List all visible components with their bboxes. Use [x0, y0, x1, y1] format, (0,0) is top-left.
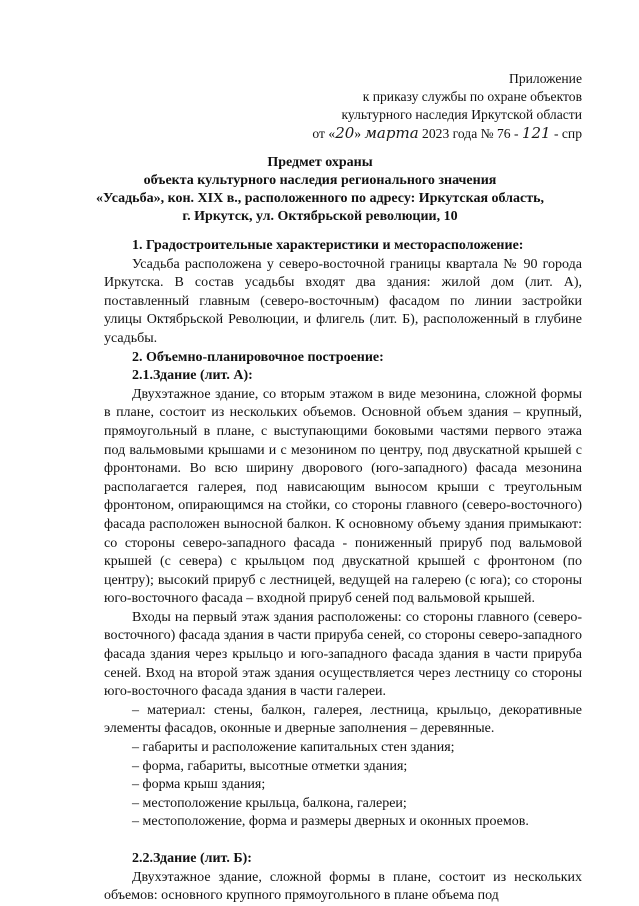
annex-header	[312, 70, 582, 143]
bullet-item: – форма, габариты, высотные отметки здания;	[132, 758, 408, 774]
year-text: 2023 года № 76 -	[422, 126, 519, 141]
order-suffix: - спр	[553, 126, 582, 141]
section-2-1-paragraph-1: Двухэтажное здание, со вторым этажом в виде мезонина, сложной формы в плане, состоит из нескольких объемов. Основной объем здания – крупный, прямоугольный в плане, с выступающими боковыми частями первого этажа под вальмовыми крышами и с мезонином по центру, под двускатной крышей с фронтонами. Во всю ширину дворового (юго-западного) фасада мезонина располагается галерея, под нависающим выносом крыши с треугольным фронтоном, опирающимся на стойки, со стороны главного (северо-восточного) фасада расположен выносной балкон. К основному объему здания примыкают: со стороны северо-западного фасада - пониженный прируб под вальмовой крышей (с севера) с крыльцом под двускатной крышей с фронтоном (по центру); высокий прируб с лестницей, ведущей на галерею (с юга); со стороны юго-восточного фасада – входной прируб сеней под вальмовой крышей.	[104, 386, 582, 607]
title-line-2: объекта культурного наследия регионального значения	[143, 173, 497, 188]
annex-line-1: Приложение	[509, 71, 582, 86]
bullet-item: – местоположение крыльца, балкона, галереи;	[132, 795, 407, 811]
section-2-1-heading: 2.1.Здание (лит. А):	[132, 368, 253, 384]
spacer	[104, 832, 582, 850]
section-2-1-material: – материал: стены, балкон, галерея, лестница, крыльцо, декоративные элементы фасадов, оконные и дверные заполнения – деревянные.	[104, 702, 582, 737]
section-2-1-paragraph-2: Входы на первый этаж здания расположены: со стороны главного (северо-восточного) фасада здания в части прируба сеней, со стороны северо-западного фасада здания через крыльцо и юго-западного фасада здания в части прируба сеней. Вход на второй этаж здания осуществляется через лестницу со стороны юго-восточного фасада здания в части галереи.	[104, 609, 582, 700]
bullet-item: – габариты и расположение капитальных стен здания;	[132, 740, 455, 756]
handwritten-month: марта	[364, 124, 419, 142]
annex-date-line	[312, 124, 582, 143]
date-prefix: от «	[312, 126, 336, 141]
annex-line-2: к приказу службы по охране объектов	[362, 89, 582, 104]
bullet-item: – форма крыш здания;	[132, 777, 266, 793]
handwritten-number: 121	[521, 124, 551, 142]
handwritten-day: 20	[335, 124, 355, 142]
bullet-item: – местоположение, форма и размеры дверных и оконных проемов.	[132, 814, 529, 830]
title-line-4: г. Иркутск, ул. Октябрьской революции, 10	[182, 209, 458, 224]
document-title	[60, 154, 580, 226]
section-1-heading: 1. Градостроительные характеристики и месторасположение:	[132, 238, 524, 253]
document-body	[104, 237, 582, 906]
section-2-heading: 2. Объемно-планировочное построение:	[132, 349, 384, 365]
title-line-3: «Усадьба», кон. XIX в., расположенного по адресу: Иркутская область,	[95, 191, 545, 206]
date-mid: »	[354, 126, 362, 141]
title-line-1: Предмет охраны	[267, 155, 373, 170]
section-1-text: Усадьба расположена у северо-восточной границы квартала № 90 города Иркутска. В состав усадьбы входят два здания: жилой дом (лит. А), поставленный главным (северо-восточным) фасадом по линии застройки улицы Октябрьской Революции, и флигель (лит. Б), расположенный в глубине усадьбы.	[104, 256, 582, 346]
section-2-2-paragraph-1: Двухэтажное здание, сложной формы в плане, состоит из нескольких объемов: основного крупного прямоугольного в плане объема под	[104, 869, 582, 904]
annex-line-3: культурного наследия Иркутской области	[341, 107, 582, 122]
section-2-2-heading: 2.2.Здание (лит. Б):	[132, 851, 252, 866]
